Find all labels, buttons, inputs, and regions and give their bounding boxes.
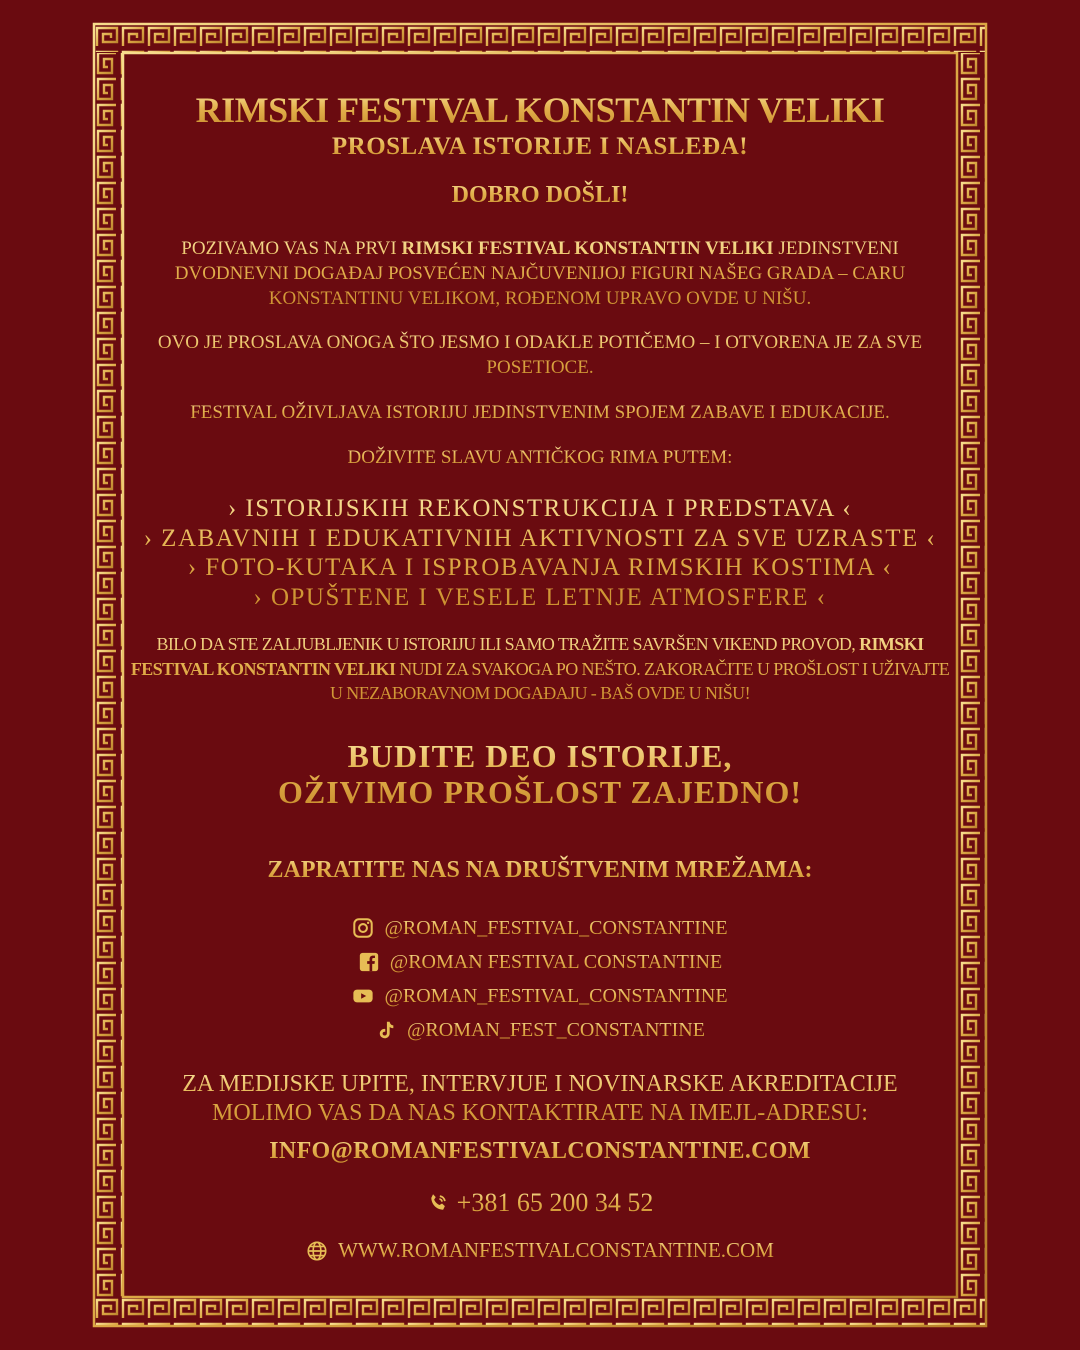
slogan-line: BUDITE DEO ISTORIJE,: [347, 738, 733, 774]
youtube-handle: @ROMAN_FESTIVAL_CONSTANTINE: [384, 984, 728, 1007]
festival-subtitle: PROSLAVA ISTORIJE I NASLEĐA!: [130, 132, 950, 162]
social-link-tiktok[interactable]: [300, 1013, 780, 1047]
phone-icon: [427, 1192, 449, 1214]
contact-email-link[interactable]: INFO@ROMANFESTIVALCONSTANTINE.COM: [130, 1136, 950, 1166]
instagram-icon: [352, 917, 374, 939]
festival-description: FESTIVAL OŽIVLJAVA ISTORIJU JEDINSTVENIM SPOJEM ZABAVE I EDUKACIJE.: [130, 400, 950, 425]
globe-icon: [306, 1240, 328, 1262]
media-line: ZA MEDIJSKE UPITE, INTERVJUE I NOVINARSKE AKREDITACIJE: [182, 1071, 898, 1097]
media-inquiries: [130, 1070, 950, 1128]
slogan-line: OŽIVIMO PROŠLOST ZAJEDNO!: [277, 774, 803, 810]
welcome-heading: DOBRO DOŠLI!: [130, 180, 950, 210]
tiktok-icon: [375, 1019, 397, 1041]
celebration-paragraph: OVO JE PROSLAVA ONOGA ŠTO JESMO I ODAKLE POTIČEMO – I OTVORENA JE ZA SVE POSETIOCE.: [130, 330, 950, 380]
intro-paragraph: [130, 236, 950, 311]
intro-text: POZIVAMO VAS NA PRVI: [181, 238, 402, 259]
website-link[interactable]: [200, 1238, 880, 1263]
festival-title: RIMSKI FESTIVAL KONSTANTIN VELIKI: [130, 90, 950, 130]
media-line: MOLIMO VAS DA NAS KONTAKTIRATE NA IMEJL-ADRESU:: [212, 1100, 868, 1126]
closing-festival-name: RIMSKI FESTIVAL KONSTANTIN VELIKI: [130, 634, 924, 679]
youtube-icon: [352, 985, 374, 1007]
activity-item: › OPUŠTENE I VESELE LETNJE ATMOSFERE ‹: [253, 583, 827, 611]
social-link-instagram[interactable]: [300, 911, 780, 945]
intro-festival-name: RIMSKI FESTIVAL KONSTANTIN VELIKI: [401, 238, 774, 259]
tiktok-handle: @ROMAN_FEST_CONSTANTINE: [407, 1018, 705, 1041]
closing-text: BILO DA STE ZALJUBLJENIK U ISTORIJU ILI SAMO TRAŽITE SAVRŠEN VIKEND PROVOD,: [156, 634, 860, 654]
facebook-icon: [358, 951, 380, 973]
activity-item: › FOTO-KUTAKA I ISPROBAVANJA RIMSKIH KOSTIMA ‹: [187, 554, 893, 581]
social-link-facebook[interactable]: [300, 945, 780, 979]
social-links: [300, 911, 780, 1047]
website-url: WWW.ROMANFESTIVALCONSTANTINE.COM: [338, 1238, 774, 1262]
intro-text-continued: JEDINSTVENI DVODNEVNI DOGAĐAJ POSVEĆEN NAJČUVENIJOJ FIGURI NAŠEG GRADA – CARU KONSTANTINU VELIKOM, ROĐENOM UPRAVO OVDE U NIŠU.: [174, 238, 906, 309]
social-link-youtube[interactable]: [300, 979, 780, 1013]
social-heading: ZAPRATITE NAS NA DRUŠTVENIM MREŽAMA:: [130, 855, 950, 885]
phone-contact[interactable]: [300, 1188, 780, 1218]
activities-list: [130, 494, 950, 612]
activity-item: › ZABAVNIH I EDUKATIVNIH AKTIVNOSTI ZA SVE UZRASTE ‹: [143, 524, 937, 552]
closing-text-continued: NUDI ZA SVAKOGA PO NEŠTO. ZAKORAČITE U PROŠLOST I UŽIVAJTE U NEZABORAVNOM DOGAĐAJU - BAŠ OVDE U NIŠU!: [330, 658, 950, 703]
facebook-handle: @ROMAN FESTIVAL CONSTANTINE: [389, 950, 723, 973]
phone-number: +381 65 200 34 52: [456, 1188, 654, 1217]
instagram-handle: @ROMAN_FESTIVAL_CONSTANTINE: [384, 916, 728, 939]
slogan: [130, 738, 950, 810]
activity-item: › ISTORIJSKIH REKONSTRUKCIJA I PREDSTAVA ‹: [227, 495, 853, 522]
closing-paragraph: [130, 632, 950, 706]
experience-lead: DOŽIVITE SLAVU ANTIČKOG RIMA PUTEM:: [130, 445, 950, 470]
